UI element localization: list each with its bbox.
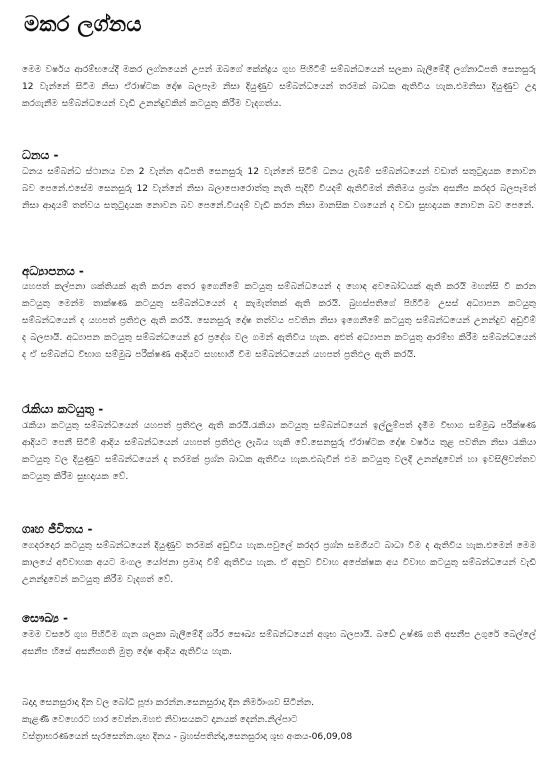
- section-body-education: යහපත් කල්පනා ශක්තියක් ඇති කරන අතර ඉගෙනීමේ කටයුතු සම්බන්ධයෙන් ද හොඳ අවබෝධයක් ඇති කරයි මහන්සි වී කරන කටයුතු මෙන්ම තාක්ෂණ කටයුතු සම්බන්ධයෙන් ද කැමැත්තක් ඇති කරයි. බුහස්පතිගේ පිහිටීම උසස් අධ්‍යාපන කටයුතු සම්බන්ධයෙන් ද යහපත් ප්‍රතිඵල ඇති කරයි. සෙනසුරු දෝෂ තත්වය පවතින නිසා ඉගෙනීමේ කටයුතු සම්බන්ධයෙන් උනන්දුව අඩුවීම් ද බලපායි. අධ්‍යාපන කටයුතු සම්බන්ධයෙන් දුර ප්‍රදේශ වල ගමන් ඇතිවිය හැක. අළුත් අධ්‍යාපන කටයුතු ආරම්භ කිරීම සම්බන්ධයෙන් ද ඒ සම්බන්ධ විභාග සම්මුඛ පරීක්ෂණ ආදියට සහභාගී වීම සම්බන්ධයෙන් යහපත් ප්‍රතිඵල ඇති කරයි.: [22, 282, 536, 360]
- section-heading-family-life: ගෘහ ජීවිතය -: [22, 522, 93, 536]
- section-body-employment: රැකියා කටයුතු සම්බන්ධයෙන් යහපත් ප්‍රතිඵල ඇති කරයි.රැකියා කටයුතු සම්බන්ධයෙන් ඉල්ලුම්පත් දැමීම විභාග සම්මුඛ පරීක්ෂණ ආදියට පෙනී සිටීම් ආදිය සම්බන්ධයෙන් යහපත් ප්‍රතිඵල ලැබිය හැකි වේ.සෙනසුරු ඒරාෂ්ටක දෝෂ වර්ෂය තුළ පවතින නිසා රැකියා කටයුතු වල දියුණුව සම්බන්ධයෙන් ද තරමක් ප්‍රශ්න බාධක ඇතිවිය හැක.එබැවින් එම කටයුතු වලදී උනන්දුවෙන් හා ඉවසිලිවන්තව කටයුතු කිරීම සුභදායක වේ.: [22, 421, 536, 482]
- section-body-health: මෙම වසරේ ගුහ පිහිටීම ගැන ශලකා බැලීමේදී ශරීර සෞඛ්‍ය සම්බන්ධයෙන් අශුභ බලපායි. බඩේ උෂ්ණ ගති අසනීප උගුරේ බෙල්ලේ අසනීප හිසේ අසනීපගති මුත්‍ර දෝෂ ආදිය ඇතිවිය හැක.: [22, 630, 536, 657]
- remedies-line: බදාදා සෙනසුරාදා දින වල බෝධි පූජා කරන්න.සෙනසුරාදා දින නිර්මාංශව සිටින්න.: [22, 698, 315, 708]
- section-heading-education: අධ්‍යාපනය -: [22, 264, 84, 278]
- remedies-footer: [22, 695, 536, 746]
- section-heading-health: සෞඛ්‍ය -: [22, 611, 69, 625]
- intro-paragraph: මෙම වර්ෂය ආරම්භයේදී මකර ලග්නයෙන් උපන් ඔබගේ කේන්ද්‍රය ගුහ පිහිටීම් සම්බන්ධයෙන් සලකා බැලීමේදී ලග්නාධිපති සෙනසුරු 12 වැන්නේ සිටීම නිසා ඒරාෂ්ටක දෝෂ බලපෑම නිසා දියුණුව සම්බන්ධයෙන් තරමක් බාධක ඇතිවිය හැක.එමනිසා දියුණුව උදා කරගැනීම සම්බන්ධයෙන් වැඩි උනන්දුවකින් කටයුතු කිරීම වැදගත්ය.: [22, 65, 536, 109]
- section-heading-wealth: ධනය -: [22, 148, 59, 162]
- section-body-wealth: ධනය සම්බන්ධ ස්ථානය වන 2 වැන්න අධිපති සෙනසුරු 12 වැන්නේ සිටීම් ධනය ලැබීම් සම්බන්ධයෙන් වඩාත් සතුටුදායක නොවන බව පෙනේ.එසේම සෙනසුරු 12 වැන්නේ නිසා බලාපොරොත්තු නැති පැදිවි වියදම් ඇතිවීමත් නිතිමය ප්‍රශ්න අසනීප කරදර බලපෑමත් නිසා ආදායම් තත්වය සතුටුදායක නොවන බව පෙනේ.වියදම් වැඩි කරන නිසා මානසික වශයෙන් ද වඩා සුභදායක නොවන බව පෙනේ.: [22, 167, 536, 211]
- remedies-line: කැළණි වෙහෙරට හාර වෙන්න.මහළු නිවාසයකට දානයක් දෙන්න.නිල්පාට: [22, 715, 298, 725]
- remedies-line: වස්ත්‍රාභරණයෙන් සැරසෙන්න.ශුභ දිනය - බ්‍රහස්පතින්දා,සෙනසුරාදා ශුභ අංකය-06,09,08: [22, 732, 353, 742]
- page-title: මකර ලග්නය: [24, 12, 142, 36]
- section-body-family-life: ගෙදරදොර කටයුතු සම්බන්ධයෙන් දියුණුව තරමක් අඩුවිය හැක.පවුලේ කරදර ප්‍රශ්න සමගියට බාධා වීම ද ඇතිවිය හැක.එමෙන් මෙම කාලයේ අවිවාහක අයට මංගල යෝජනා ප්‍රමාද වීම් ඇතිවිය හැක. ඒ අනුව විවාහ අපේක්ෂක අය විවාහ කටයුතු සම්බන්ධයෙන් වැඩි උනන්දුවෙන් කටයුතු කිරීම වැදගත් වේ.: [22, 541, 536, 585]
- section-heading-employment: රැකියා කටයුතු -: [22, 402, 104, 416]
